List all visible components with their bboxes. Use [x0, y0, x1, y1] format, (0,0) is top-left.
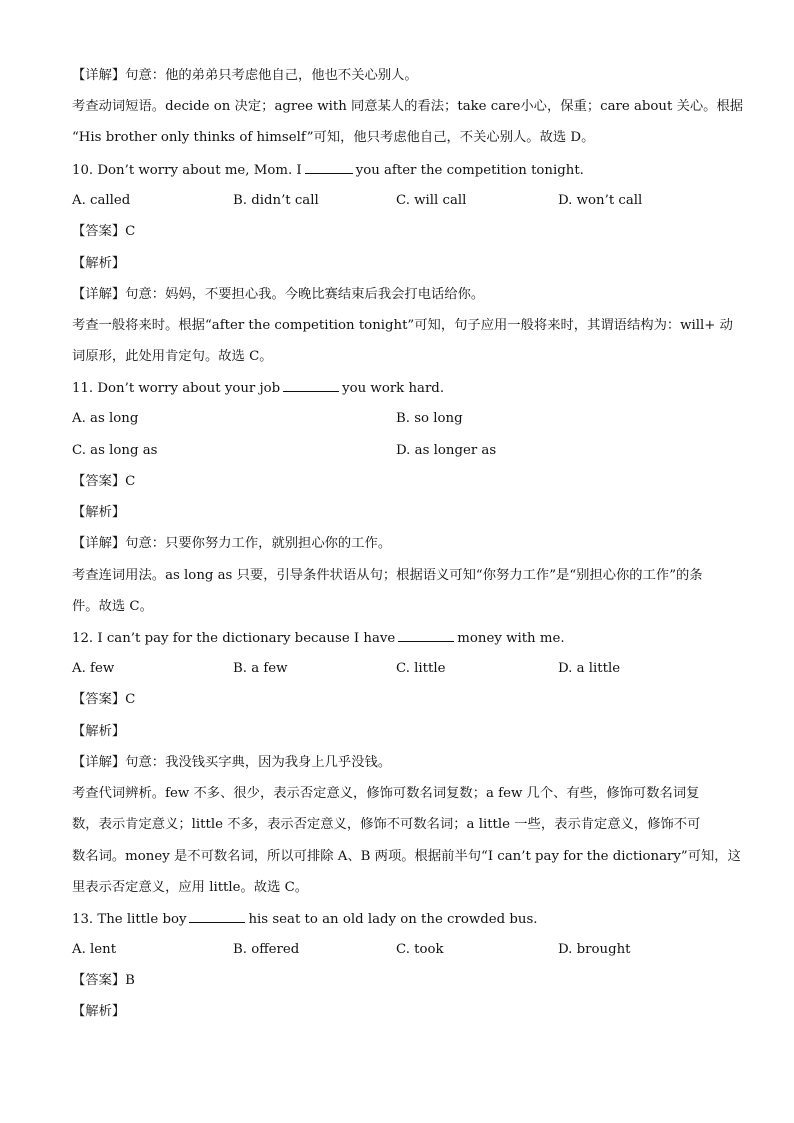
q11-jiexi-heading: 【解析】	[72, 505, 126, 520]
q11-stem-start: 11. Don’t worry about your job	[72, 381, 281, 396]
q11-analysis-line-1: 考查连词用法。as long as 只要，引导条件状语从句；根据语义可知“你努力工作”是“别担心你的工作”的条	[72, 568, 703, 583]
q12-detail: 【详解】句意：我没钱买字典，因为我身上几乎没钱。	[72, 755, 392, 770]
q10-option-c: C. will call	[396, 193, 467, 208]
q13-stem	[72, 909, 732, 930]
q10-analysis-line-2: 词原形，此处用肯定句。故选 C。	[72, 349, 273, 364]
q11-analysis-line-2: 件。故选 C。	[72, 599, 153, 614]
q12-analysis-line-1: 考查代词辨析。few 不多、很少，表示否定意义，修饰可数名词复数；a few 几个、有些，修饰可数名词复	[72, 786, 700, 801]
q10-answer: 【答案】C	[72, 224, 136, 239]
answer-blank	[305, 160, 353, 174]
q10-stem-end: you after the competition tonight.	[355, 163, 584, 178]
q10-analysis-line-1: 考查一般将来时。根据“after the competition tonight”可知，句子应用一般将来时，其谓语结构为：will+ 动	[72, 318, 733, 333]
q10-option-b: B. didn’t call	[233, 193, 319, 208]
q11-answer: 【答案】C	[72, 474, 136, 489]
q11-stem-end: you work hard.	[342, 381, 445, 396]
q12-analysis-line-4: 里表示否定意义，应用 little。故选 C。	[72, 880, 309, 895]
q12-answer: 【答案】C	[72, 692, 136, 707]
q10-option-d: D. won’t call	[558, 193, 643, 208]
q11-option-b: B. so long	[396, 411, 463, 426]
q11-stem	[72, 378, 732, 399]
q12-analysis-line-3: 数名词。money 是不可数名词，所以可排除 A、B 两项。根据前半句“I can’t pay for the dictionary”可知，这	[72, 849, 741, 864]
q12-analysis-line-2: 数，表示肯定意义；little 不多，表示否定意义，修饰不可数名词；a little 一些，表示肯定意义，修饰不可	[72, 817, 701, 832]
q12-option-a: A. few	[72, 661, 115, 676]
q12-stem	[72, 628, 732, 649]
q10-stem-start: 10. Don’t worry about me, Mom. I	[72, 163, 302, 178]
q9-detail: 【详解】句意：他的弟弟只考虑他自己，他也不关心别人。	[72, 68, 418, 83]
q12-stem-start: 12. I can’t pay for the dictionary because I have	[72, 631, 396, 646]
q10-detail: 【详解】句意：妈妈，不要担心我。今晚比赛结束后我会打电话给你。	[72, 287, 485, 302]
q11-detail: 【详解】句意：只要你努力工作，就别担心你的工作。	[72, 536, 392, 551]
q12-option-c: C. little	[396, 661, 446, 676]
q12-option-d: D. a little	[558, 661, 621, 676]
q13-option-d: D. brought	[558, 942, 631, 957]
q12-option-b: B. a few	[233, 661, 288, 676]
answer-blank	[398, 628, 454, 642]
q13-option-c: C. took	[396, 942, 444, 957]
q13-stem-start: 13. The little boy	[72, 912, 187, 927]
q10-stem	[72, 160, 732, 181]
answer-blank	[189, 909, 245, 923]
q12-jiexi-heading: 【解析】	[72, 724, 126, 739]
q9-analysis-line-1: 考查动词短语。decide on 决定；agree with 同意某人的看法；take care小心，保重；care about 关心。根据	[72, 99, 744, 114]
q10-jiexi-heading: 【解析】	[72, 256, 126, 271]
q11-option-a: A. as long	[72, 411, 139, 426]
q11-option-d: D. as longer as	[396, 443, 497, 458]
q13-jiexi-heading: 【解析】	[72, 1004, 126, 1019]
q13-stem-end: his seat to an old lady on the crowded bus.	[248, 912, 538, 927]
q13-option-b: B. offered	[233, 942, 300, 957]
answer-blank	[283, 378, 339, 392]
q12-stem-end: money with me.	[457, 631, 565, 646]
q11-option-c: C. as long as	[72, 443, 158, 458]
q9-analysis-line-2: “His brother only thinks of himself”可知，他只考虑他自己，不关心别人。故选 D。	[72, 130, 595, 145]
q13-option-a: A. lent	[72, 942, 117, 957]
q13-answer: 【答案】B	[72, 973, 135, 988]
q10-option-a: A. called	[72, 193, 131, 208]
